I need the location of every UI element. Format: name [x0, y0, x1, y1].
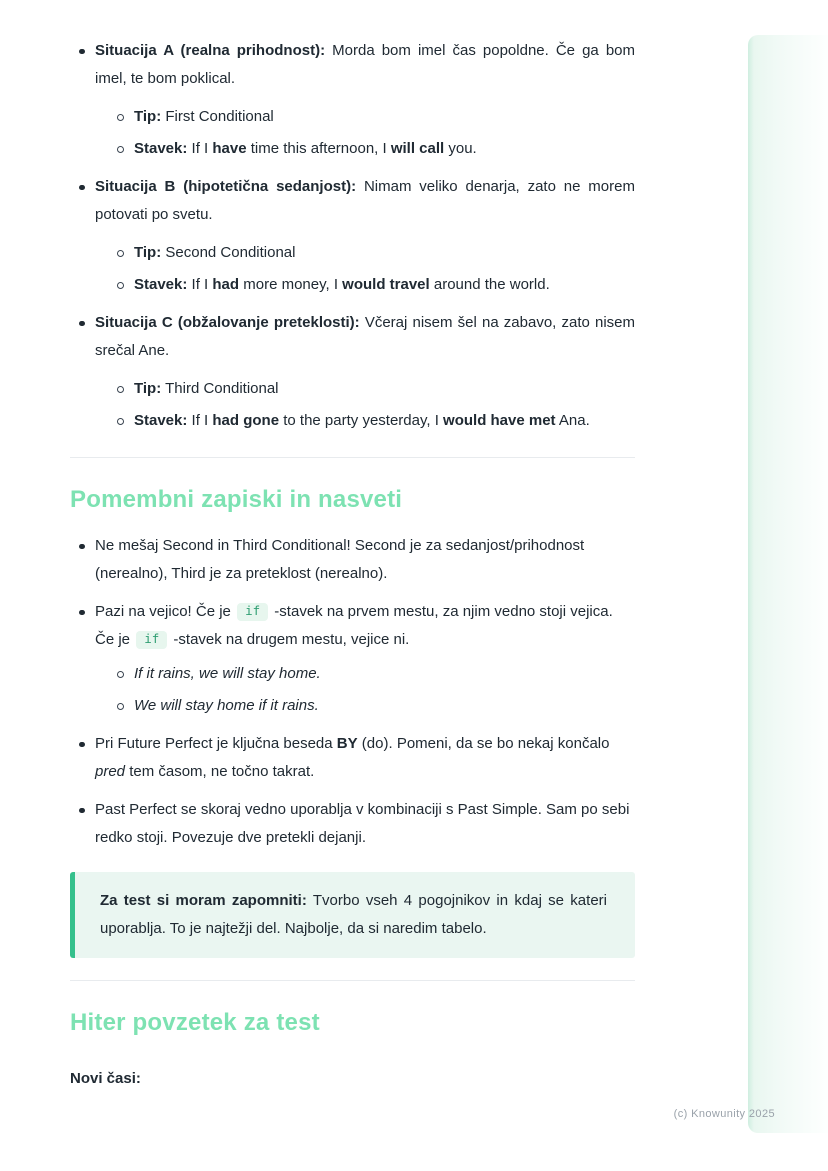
stavek-label: Stavek:	[134, 140, 188, 157]
situation-item-c	[70, 309, 635, 435]
tip-value: Second Conditional	[165, 244, 296, 261]
stavek-sentence: If I had gone to the party yesterday, I would have met Ana.	[191, 412, 590, 429]
notes-heading: Pomembni zapiski in nasveti	[70, 486, 403, 513]
note-text: Pri Future Perfect je ključna beseda BY (do). Pomeni, da se bo nekaj končalo pred tem časom, ne točno takrat.	[95, 735, 610, 780]
callout-box	[70, 872, 635, 958]
situations-list	[70, 37, 635, 435]
stavek-item	[115, 407, 635, 435]
example-item: If it rains, we will stay home.	[115, 660, 635, 688]
section-divider	[70, 457, 635, 458]
summary-heading: Hiter povzetek za test	[70, 1009, 320, 1036]
situation-description: Nimam veliko denarja, zato ne morem potovati po svetu.	[95, 178, 635, 223]
callout-title: Za test si moram zapomniti:	[100, 892, 307, 909]
stavek-sentence: If I had more money, I would travel around the world.	[191, 276, 550, 293]
tip-item	[115, 103, 635, 131]
situation-title: Situacija A (realna prihodnost):	[95, 42, 326, 59]
tip-item	[115, 375, 635, 403]
tip-value: Third Conditional	[165, 380, 279, 397]
situation-sublist	[115, 239, 635, 299]
stavek-label: Stavek:	[134, 412, 188, 429]
situation-title: Situacija B (hipotetična sedanjost):	[95, 178, 357, 195]
situation-sublist	[115, 103, 635, 163]
callout-text	[100, 887, 607, 943]
stavek-sentence: If I have time this afternoon, I will call you.	[191, 140, 477, 157]
situation-description: Morda bom imel čas popoldne. Če ga bom imel, te bom poklical.	[95, 42, 635, 87]
note-text: Ne mešaj Second in Third Conditional! Second je za sedanjost/prihodnost (nerealno), Third je za preteklost (nerealno).	[95, 537, 585, 582]
callout-body: Tvorbo vseh 4 pogojnikov in kdaj se kateri uporablja. To je najtežji del. Najbolje, da si naredim tabelo.	[100, 892, 607, 937]
summary-subheading: Novi časi:	[70, 1070, 141, 1087]
situation-paragraph	[95, 37, 635, 93]
note-text: Past Perfect se skoraj vedno uporablja v kombinaciji s Past Simple. Sam po sebi redko stoji. Povezuje dve pretekli dejanji.	[95, 801, 630, 846]
note-item	[70, 796, 635, 852]
situation-paragraph	[95, 309, 635, 365]
situation-item-b	[70, 173, 635, 299]
tip-item	[115, 239, 635, 267]
tip-label: Tip:	[134, 244, 162, 261]
tip-label: Tip:	[134, 108, 162, 125]
situation-sublist	[115, 375, 635, 435]
example-item: We will stay home if it rains.	[115, 692, 635, 720]
note-text: Pazi na vejico! Če je if -stavek na prvem mestu, za njim vedno stoji vejica. Če je if -stavek na drugem mestu, vejice ni.	[95, 603, 613, 648]
situation-title: Situacija C (obžalovanje preteklosti):	[95, 314, 360, 331]
tip-value: First Conditional	[165, 108, 274, 125]
document-content	[70, 0, 635, 1093]
examples-list	[115, 660, 635, 720]
note-item	[70, 598, 635, 720]
page-footer: (c) Knowunity 2025	[673, 1108, 775, 1120]
note-item	[70, 532, 635, 588]
situation-item-a	[70, 37, 635, 163]
notes-list	[70, 532, 635, 852]
situation-description: Včeraj nisem šel na zabavo, zato nisem srečal Ane.	[95, 314, 636, 359]
tip-label: Tip:	[134, 380, 162, 397]
note-item	[70, 730, 635, 786]
section-divider	[70, 980, 635, 981]
situation-paragraph	[95, 173, 635, 229]
stavek-label: Stavek:	[134, 276, 188, 293]
page-edge-band	[748, 35, 828, 1133]
stavek-item	[115, 135, 635, 163]
stavek-item	[115, 271, 635, 299]
